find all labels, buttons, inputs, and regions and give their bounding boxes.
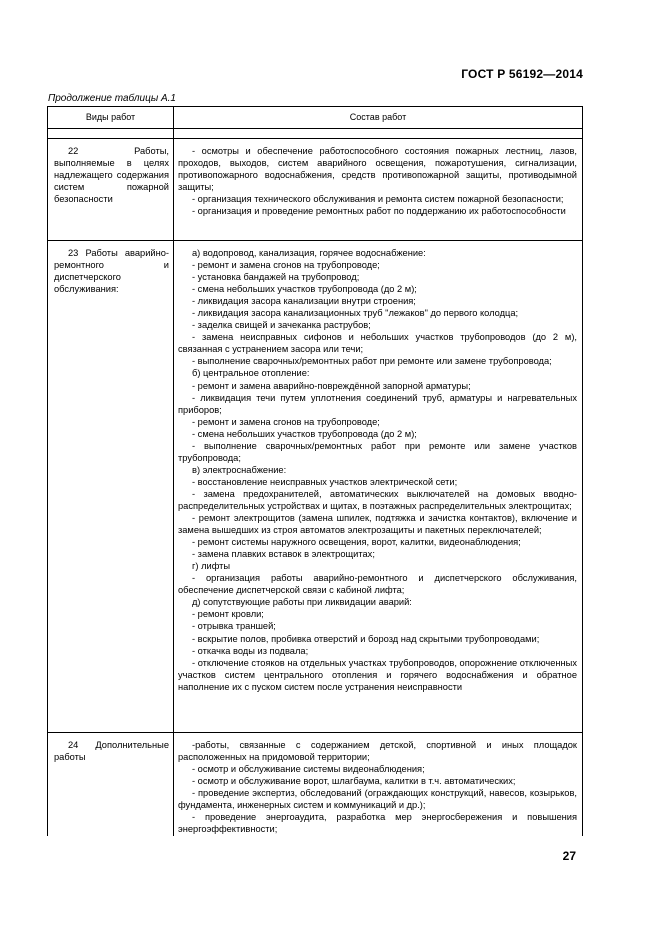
work-item-line: - ремонт и замена сгонов на трубопроводе; [192,416,380,427]
work-item-line: - ремонт кровли; [192,609,264,620]
table-row [48,241,583,733]
work-item-line: - организация технического обслуживания и ремонта систем пожарной безопасности; [192,194,564,205]
work-item-line: - установка бандажей на трубопровод; [192,272,360,283]
work-composition-cell [174,733,583,837]
work-composition-cell [174,241,583,733]
work-item-line: - выполнение сварочных/ремонтных работ при ремонте или замене трубопровода; [192,356,552,367]
work-type-cell: 22 Работы, выполняемые в целях надлежащего содержания систем пожарной безопасности [48,139,174,241]
table-row [48,733,583,837]
work-item-line: б) центральное отопление: [192,368,310,379]
work-item-line: - организация и проведение ремонтных работ по поддержанию их работоспособности [192,206,566,217]
work-item-line: - восстановление неисправных участков электрической сети; [192,476,458,487]
work-item-line: - осмотры и обеспечение работоспособного состояния пожарных лестниц, лазов, проходов, выходов, систем аварийного освещения, пожаротушения, сигнализации, противопожарного водоснабжения, средств противопожарной защиты, противодымной защиты; [178,146,577,193]
work-item-line: - организация работы аварийно-ремонтного и диспетчерского обслуживания, обеспечение диспетчерской связи с кабиной лифта; [178,573,577,596]
work-item-line: - замена неисправных сифонов и небольших участков трубопроводов (до 2 м), связанная с устранением засора или течи; [178,332,577,355]
work-item-line: - замена предохранителей, автоматических выключателей на домовых вводно-распределительных устройствах и щитах, в поэтажных распределительных электрощитах; [178,488,577,511]
work-item-line: г) лифты [192,561,231,572]
work-item-line: - смена небольших участков трубопровода (до 2 м); [192,428,417,439]
work-item-line: а) водопровод, канализация, горячее водоснабжение: [192,248,426,258]
work-item-line: - смена небольших участков трубопровода (до 2 м); [192,284,417,295]
work-composition-cell [174,139,583,241]
work-item-line: - ликвидация засора канализационных труб "лежаков" до первого колодца; [192,308,519,319]
page-number: 27 [562,849,576,863]
work-item-line: - откачка воды из подвала; [192,645,309,656]
work-item-line: д) сопутствующие работы при ликвидации аварий: [192,597,412,608]
work-item-line: -работы, связанные с содержанием детской, спортивной и иных площадок расположенных на придомовой территории; [178,740,577,763]
work-type-cell: 23 Работы аварийно-ремонтного и диспетчерского обслуживания: [48,241,174,733]
work-item-line: - замена плавких вставок в электрощитах; [192,549,375,560]
work-item-line: - осмотр и обслуживание системы видеонаблюдения; [192,764,425,775]
table-row [48,139,583,241]
work-item-line: - осмотр и обслуживание ворот, шлагбаума, калитки в т.ч. автоматических; [192,776,516,787]
work-item-line: - вскрытие полов, пробивка отверстий и борозд над скрытыми трубопроводами; [192,633,540,644]
work-item-line: - проведение энергоаудита, разработка мер энергосбережения и повышения энергоэффективности; [178,812,577,835]
work-item-line: - ремонт электрощитов (замена шпилек, подтяжка и зачистка контактов), включение и замена вышедших из строя автоматов электрозащиты и пакетных переключателей; [178,513,577,536]
work-item-line: - ликвидация засора канализации внутри строения; [192,296,416,307]
work-item-line: - отключение стояков на отдельных участках трубопроводов, опорожнение отключенных участков систем центрального отопления и горячего водоснабжения и обратное наполнение их с пуском систем после устранения неисправности [178,657,577,692]
work-item-line: - ликвидация течи путем уплотнения соединений труб, арматуры и нагревательных приборов; [178,392,577,415]
works-table [47,106,583,836]
document-code: ГОСТ Р 56192—2014 [461,67,583,81]
work-item-line: - отрывка траншей; [192,621,276,632]
work-item-line: - заделка свищей и зачеканка раструбов; [192,320,371,331]
table-caption: Продолжение таблицы А.1 [48,93,176,104]
work-item-line: - ремонт и замена аварийно-повреждённой запорной арматуры; [192,380,471,391]
work-item-line: - ремонт и замена сгонов на трубопроводе; [192,260,380,271]
work-item-line: - ремонт системы наружного освещения, ворот, калитки, видеонаблюдения; [192,537,521,548]
column-header-work-types: Виды работ [48,107,174,129]
work-item-line: - проведение экспертиз, обследований (ограждающих конструкций, навесов, козырьков, фундамента, инженерных систем и коммуникаций и др.); [178,788,577,811]
table-header-row [48,107,583,129]
column-header-work-composition: Состав работ [174,107,583,129]
work-type-cell: 24 Дополнительные работы [48,733,174,837]
work-item-line: - выполнение сварочных/ремонтных работ при ремонте или замене участков трубопровода; [178,440,577,463]
work-item-line: в) электроснабжение: [192,464,287,475]
